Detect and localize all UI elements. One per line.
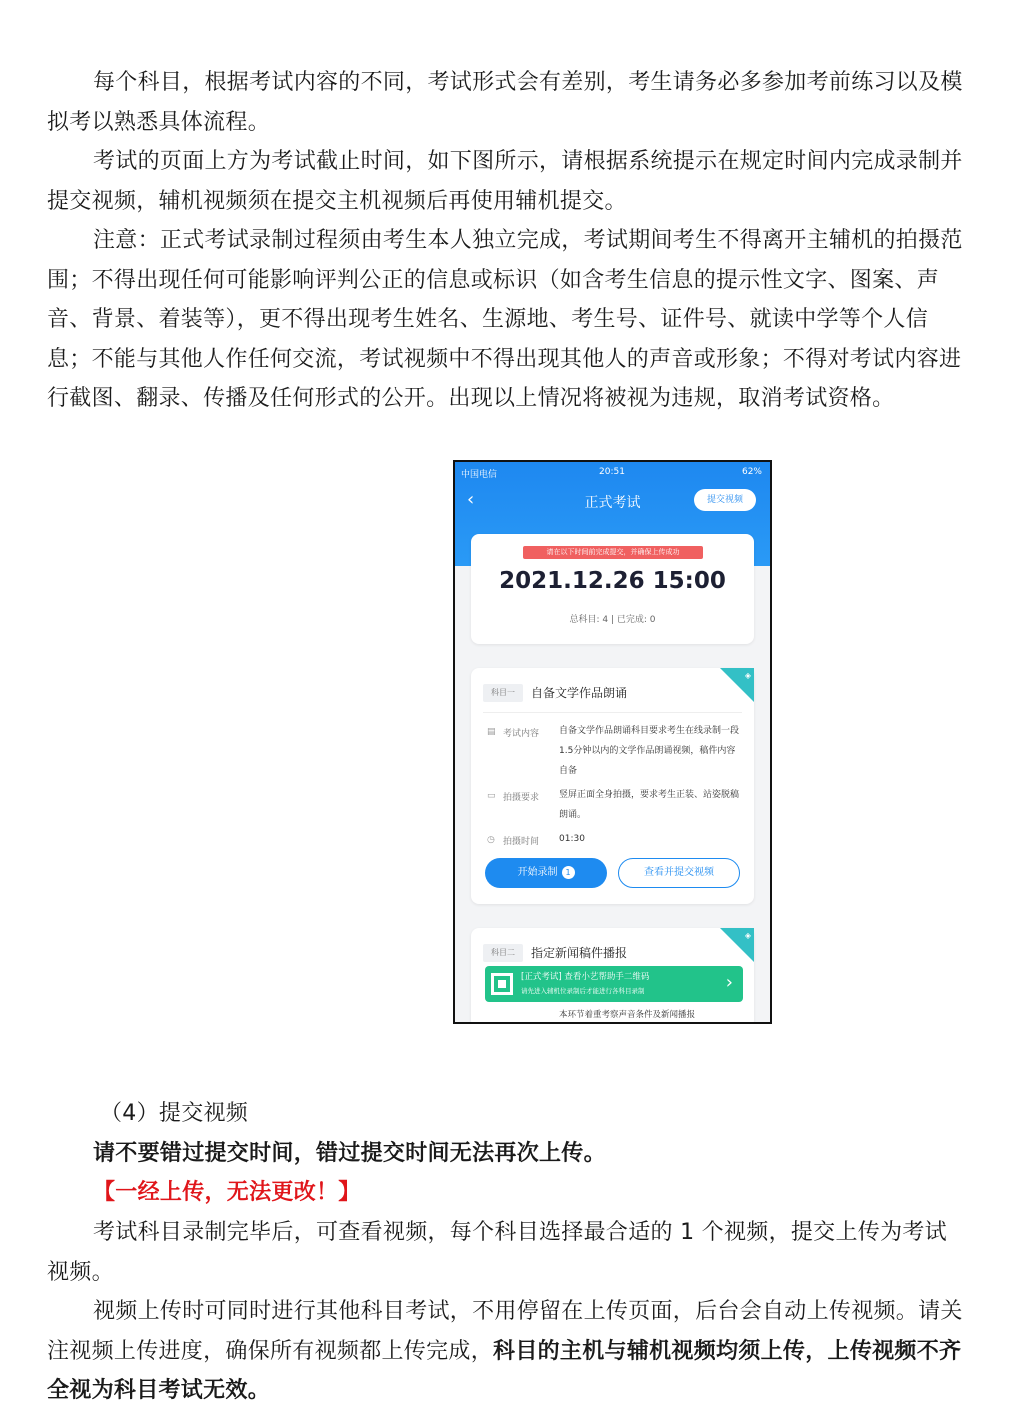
time-value: 01:30 (559, 834, 585, 844)
subject-tag: 科目二 (483, 944, 523, 962)
document-icon: ▤ (487, 727, 496, 737)
deadline-card (471, 534, 754, 644)
chevron-right-icon: › (725, 972, 733, 993)
upload-bold-text: 科目的主机与辅机视频均须上传，上传视频不齐全视为科目考试无效。 (47, 1338, 962, 1403)
shoot-label: 拍摄要求 (503, 793, 540, 803)
view-submit-button[interactable]: 查看并提交视频 (618, 858, 740, 888)
start-record-button[interactable] (485, 858, 607, 888)
submit-video-button[interactable]: 提交视频 (694, 489, 756, 511)
nav-title: 正式考试 (584, 495, 641, 511)
section-heading: （4）提交视频 (100, 1101, 249, 1126)
record-count-badge: 1 (562, 866, 575, 879)
banner-line2: 请先进入辅机位录制后才能进行各科目录制 (521, 987, 645, 995)
subject2-partial-text: 本环节着重考察声音条件及新闻播报 (559, 1010, 696, 1020)
subject-title: 指定新闻稿件播报 (531, 946, 628, 960)
qr-banner[interactable] (485, 966, 743, 1002)
chevron-left-icon[interactable]: ‹ (467, 489, 475, 510)
subject-tag: 科目一 (483, 684, 523, 702)
content-label: 考试内容 (503, 729, 540, 739)
paragraph-upload (47, 1292, 967, 1411)
nav-bar (455, 486, 770, 516)
camera-icon: ▭ (487, 791, 496, 801)
time-label: 拍摄时间 (503, 837, 540, 847)
upload-normal-text: 视频上传时可同时进行其他科目考试，不用停留在上传页面，后台会自动上传视频。请关注视频上传进度，确保所有视频都上传完成， (47, 1299, 963, 1364)
no-change-warning: 【一经上传，无法更改！】 (93, 1180, 361, 1205)
subject-title: 自备文学作品朗诵 (531, 686, 628, 700)
deadline-time: 2021.12.26 15:00 (499, 568, 726, 594)
subject-card-1 (471, 668, 754, 904)
start-record-label: 开始录制 (517, 867, 558, 878)
shoot-value: 竖屏正面全身拍摄，要求考生正装、站姿脱稿朗诵。 (559, 790, 740, 820)
phone-screenshot (453, 460, 772, 1024)
subject-count: 总科目: 4 | 已完成: 0 (569, 615, 656, 625)
clock-icon: ◷ (487, 835, 495, 845)
paragraph-deadline: 考试的页面上方为考试截止时间，如下图所示，请根据系统提示在规定时间内完成录制并提交视频，辅机视频须在提交主机视频后再使用辅机提交。 (47, 149, 963, 214)
status-bar (455, 464, 770, 482)
qr-code-icon (491, 973, 513, 995)
paragraph-practice: 每个科目，根据考试内容的不同，考试形式会有差别，考生请务必多参加考前练习以及模拟考以熟悉具体流程。 (47, 70, 963, 135)
status-time: 20:51 (599, 467, 625, 477)
tag-icon: ◈ (744, 931, 751, 940)
status-carrier: 中国电信 (461, 470, 498, 480)
banner-line1: [正式考试] 查看小艺帮助手二维码 (521, 972, 650, 982)
divider (483, 712, 742, 713)
status-battery: 62% (741, 467, 762, 477)
tag-icon: ◈ (744, 671, 751, 680)
deadline-warning: 请在以下时间前完成提交，并确保上传成功 (523, 546, 703, 559)
deadline-bold-line: 请不要错过提交时间，错过提交时间无法再次上传。 (93, 1141, 606, 1166)
paragraph-select-video: 考试科目录制完毕后，可查看视频，每个科目选择最合适的 1 个视频，提交上传为考试视频。 (47, 1220, 947, 1285)
content-value: 自备文学作品朗诵科目要求考生在线录制一段1.5分钟以内的文学作品朗诵视频，稿件内容自备 (559, 726, 740, 776)
paragraph-notice: 注意：正式考试录制过程须由考生本人独立完成，考试期间考生不得离开主辅机的拍摄范围；不得出现任何可能影响评判公正的信息或标识（如含考生信息的提示性文字、图案、声音、背景、着装等），更不得出现考生姓名、生源地、考生号、证件号、就读中学等个人信息；不能与其他人作任何交流，考试视频中不得出现其他人的声音或形象；不得对考试内容进行截图、翻录、传播及任何形式的公开。出现以上情况将被视为违规，取消考试资格。 (47, 228, 963, 411)
